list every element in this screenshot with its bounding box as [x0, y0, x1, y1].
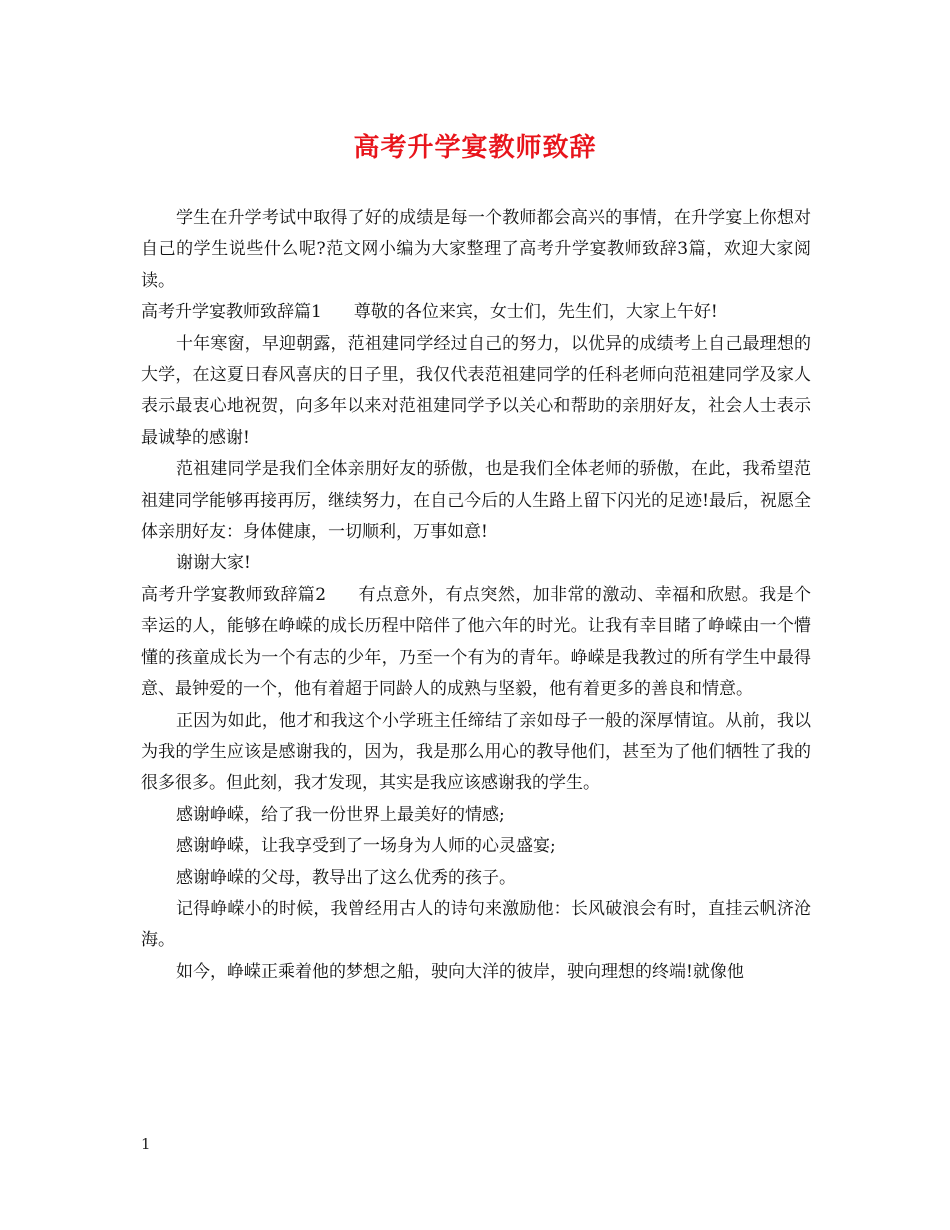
paragraph: 如今，峥嵘正乘着他的梦想之船，驶向大洋的彼岸，驶向理想的终端!就像他: [176, 961, 744, 982]
section-heading-2: 高考升学宴教师致辞篇2: [141, 584, 327, 605]
paragraph: 记得峥嵘小的时候，我曾经用古人的诗句来激励他：长风破浪会有时，直挂云帆济沧海。: [141, 898, 811, 951]
section-2-text: 有点意外，有点突然，加非常的激动、幸福和欣慰。我是个幸运的人，能够在峥嵘的成长历程中陪伴了他六年的时光。让我有幸目睹了峥嵘由一个懵懂的孩童成长为一个有志的少年，乃至一个有为的青年。峥嵘是我教过的所有学生中最得意、最钟爱的一个，他有着超于同龄人的成熟与坚毅，他有着更多的善良和情意。: [141, 584, 811, 700]
paragraph: 谢谢大家!: [176, 553, 251, 574]
section-1-greeting: 尊敬的各位来宾，女士们，先生们，大家上午好!: [353, 302, 718, 323]
document-body: [141, 203, 811, 988]
paragraph: 感谢峥嵘的父母，教导出了这么优秀的孩子。: [176, 867, 516, 888]
paragraph-section-2: [141, 580, 811, 706]
paragraph: 十年寒窗，早迎朝露，范祖建同学经过自己的努力，以优异的成绩考上自己最理想的大学，在这夏日春风喜庆的日子里，我仅代表范祖建同学的任科老师向范祖建同学及家人表示最衷心地祝贺，向多年以来对范祖建同学予以关心和帮助的亲朋好友，社会人士表示最诚挚的感谢!: [141, 333, 811, 448]
paragraph: 感谢峥嵘，给了我一份世界上最美好的情感;: [176, 804, 505, 825]
paragraph: 范祖建同学是我们全体亲朋好友的骄傲，也是我们全体老师的骄傲，在此，我希望范祖建同学能够再接再厉，继续努力，在自己今后的人生路上留下闪光的足迹!最后，祝愿全体亲朋好友：身体健康，一切顺利，万事如意!: [141, 459, 811, 543]
paragraph-section-1: [141, 297, 811, 328]
paragraph: 正因为如此，他才和我这个小学班主任缔结了亲如母子一般的深厚情谊。从前，我以为我的学生应该是感谢我的，因为，我是那么用心的教导他们，甚至为了他们牺牲了我的很多很多。但此刻，我才发现，其实是我应该感谢我的学生。: [141, 710, 811, 794]
paragraph: 感谢峥嵘，让我享受到了一场身为人师的心灵盛宴;: [176, 836, 556, 857]
section-heading-1: 高考升学宴教师致辞篇1: [141, 302, 322, 323]
page-number: 1: [141, 1135, 151, 1153]
document-title: 高考升学宴教师致辞: [353, 133, 597, 163]
paragraph-intro: 学生在升学考试中取得了好的成绩是每一个教师都会高兴的事情，在升学宴上你想对自己的学生说些什么呢?范文网小编为大家整理了高考升学宴教师致辞3篇，欢迎大家阅读。: [141, 208, 811, 291]
